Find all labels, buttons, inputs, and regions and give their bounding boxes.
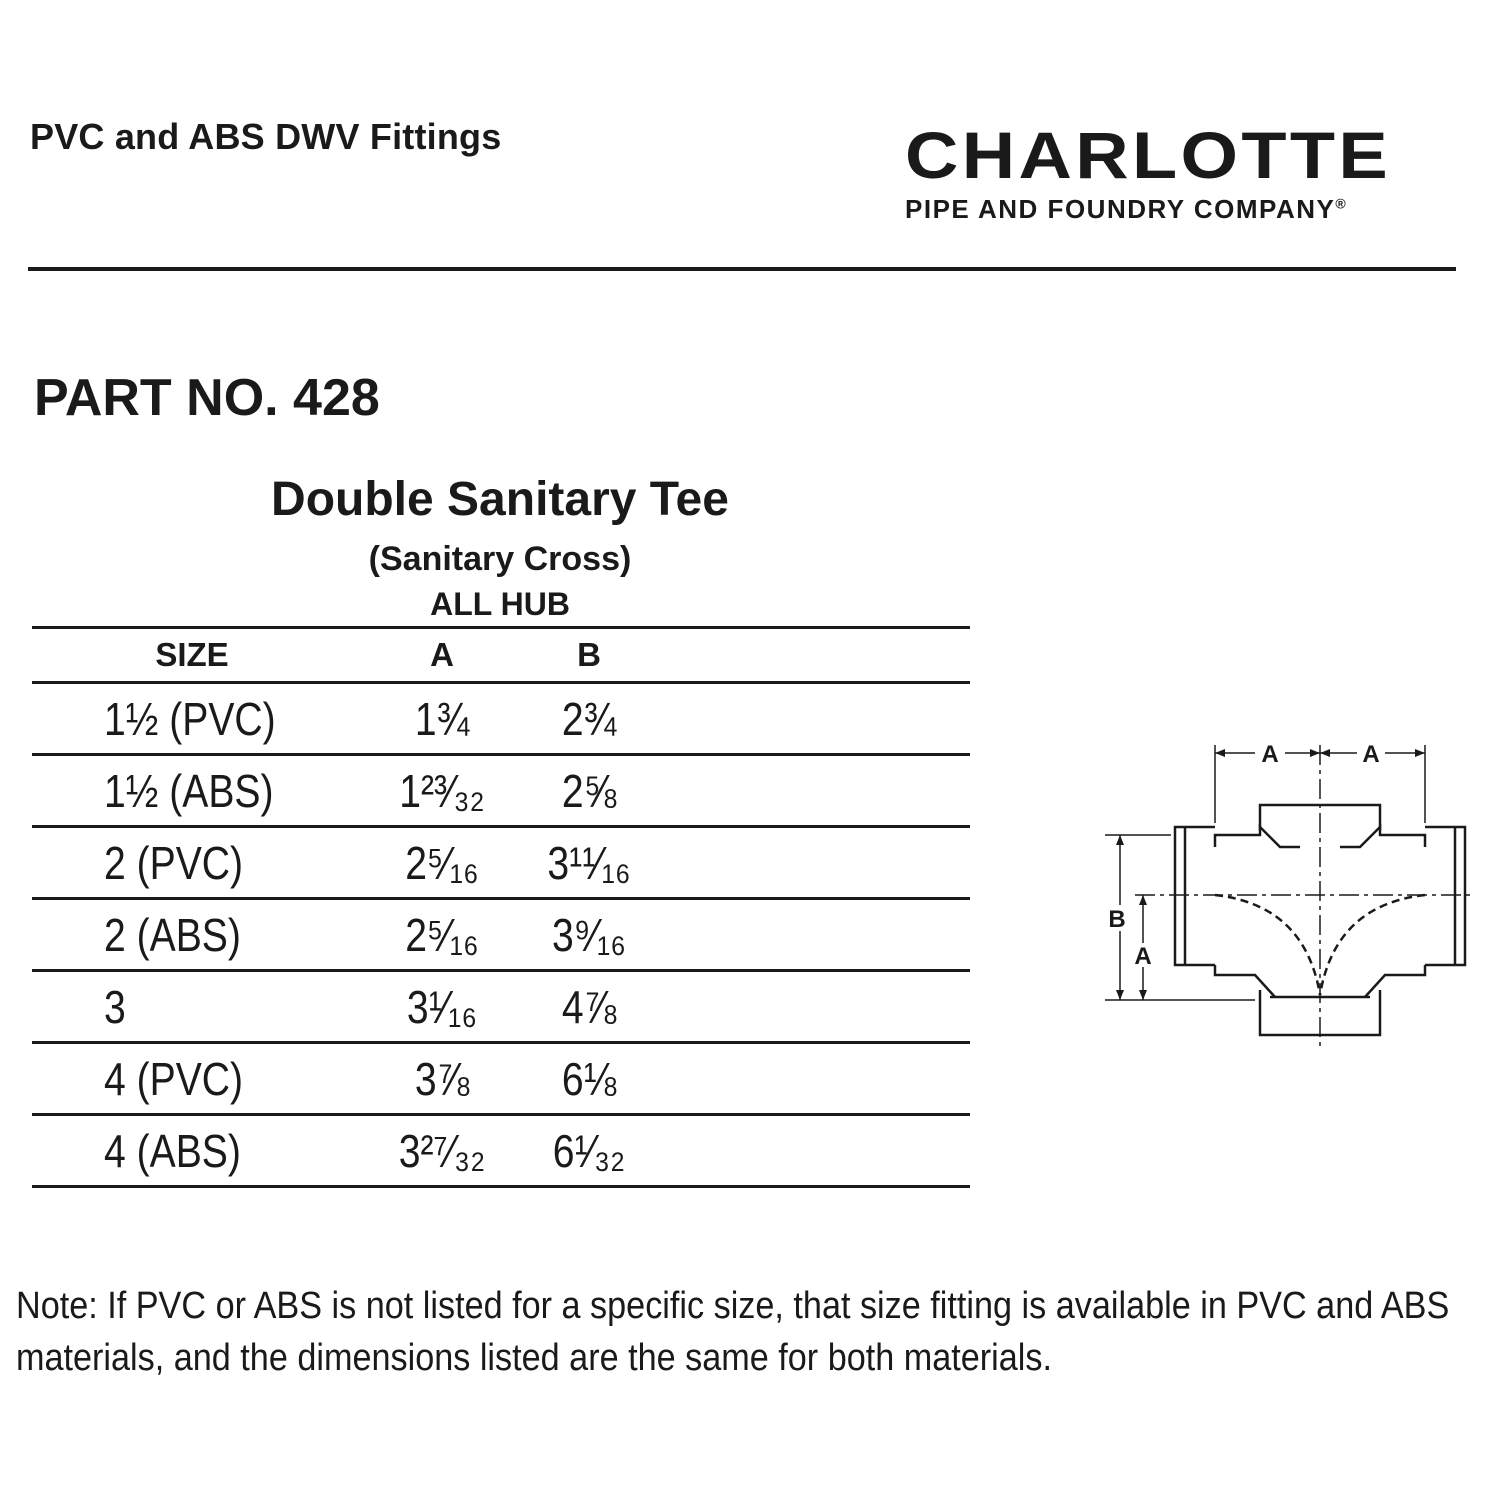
cell-size: 3 (104, 980, 126, 1033)
cell-a: 2⁵⁄₁₆ (405, 908, 479, 961)
table-row (32, 1044, 970, 1113)
cell-b: 4⅞ (561, 980, 617, 1033)
cell-a: 3²⁷⁄₃₂ (398, 1124, 486, 1177)
cell-size: 2 (ABS) (104, 908, 241, 961)
cell-b: 6⅛ (561, 1052, 617, 1105)
table-rule (32, 1185, 970, 1188)
table-row (32, 972, 970, 1041)
brand-logo (905, 118, 1450, 225)
header-divider (28, 267, 1456, 271)
part-number: PART NO. 428 (34, 369, 380, 427)
dimensions-table (32, 626, 970, 1188)
cell-size: 4 (ABS) (104, 1124, 241, 1177)
table-row (32, 1116, 970, 1185)
table-row (32, 900, 970, 969)
table-row (32, 756, 970, 825)
cell-size: 2 (PVC) (104, 836, 244, 889)
cell-a: 2⁵⁄₁₆ (405, 836, 479, 889)
dimension-label-b: B (1108, 906, 1126, 933)
cell-size: 1½ (ABS) (104, 764, 274, 817)
brand-name: CHARLOTTE (905, 118, 1392, 192)
table-row (32, 828, 970, 897)
dimension-label-a-side: A (1134, 943, 1152, 970)
body-bottom-left (1215, 965, 1275, 997)
cell-b: 3¹¹⁄₁₆ (547, 836, 631, 889)
left-sweep (1215, 895, 1320, 995)
cell-a: 1¾ (414, 692, 470, 745)
registered-mark: ® (1335, 195, 1348, 212)
cell-a: 3¹⁄₁₆ (406, 980, 478, 1033)
table-subtitle-hub: ALL HUB (430, 586, 570, 622)
left-hub-outline (1175, 827, 1215, 965)
cell-size: 1½ (PVC) (104, 692, 276, 745)
body-top-right (1340, 827, 1425, 847)
cell-b: 2⅝ (561, 764, 617, 817)
document-category: PVC and ABS DWV Fittings (30, 116, 502, 157)
table-subtitle: (Sanitary Cross) (368, 540, 632, 578)
right-hub-outline (1425, 827, 1465, 965)
cell-b: 2¾ (561, 692, 617, 745)
column-header-size: SIZE (155, 636, 229, 673)
body-top-left (1215, 827, 1300, 847)
column-header-a: A (430, 636, 454, 673)
column-header-b: B (577, 636, 601, 673)
cell-a: 1²³⁄₃₂ (399, 764, 485, 817)
cell-size: 4 (PVC) (104, 1052, 244, 1105)
table-header-row (32, 629, 970, 681)
body-bottom-right (1365, 965, 1425, 997)
table-row (32, 684, 970, 753)
table-title: Double Sanitary Tee (271, 473, 729, 526)
sanitary-cross-diagram (1095, 735, 1475, 1055)
right-sweep (1320, 895, 1425, 995)
brand-subtitle: PIPE AND FOUNDRY COMPANY® (905, 194, 1348, 224)
cell-b: 6¹⁄₃₂ (552, 1124, 626, 1177)
cell-b: 3⁹⁄₁₆ (552, 908, 626, 961)
cell-a: 3⅞ (414, 1052, 470, 1105)
footnote: Note: If PVC or ABS is not listed for a specific size, that size fitting is available in PVC and ABS materials, and the dimensions listed are the same for both materials. (16, 1285, 1450, 1379)
dimension-label-a-left: A (1261, 741, 1279, 768)
dimension-label-a-right: A (1362, 741, 1380, 768)
